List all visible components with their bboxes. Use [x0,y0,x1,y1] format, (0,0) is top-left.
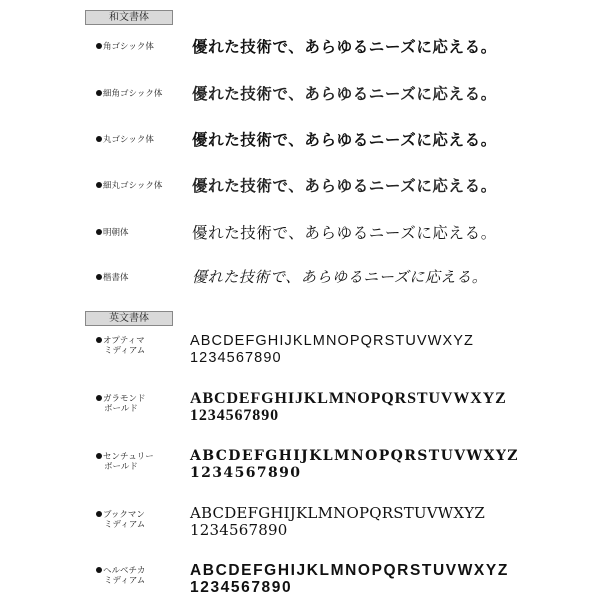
font-label-line1: センチュリー [103,452,154,462]
font-label-text: 細角ゴシック体 [103,89,163,99]
sample-text: 優れた技術で、あらゆるニーズに応える。 [192,224,497,242]
sample-text: 優れた技術で、あらゆるニーズに応える。 [192,268,488,286]
bullet-icon [96,182,102,188]
font-label-text: 楷書体 [103,273,129,283]
font-label-line1: ブックマン [103,510,145,520]
sample-glyphs [190,448,519,482]
font-label-line1: ガラモンド [103,394,146,404]
font-label-text: 明朝体 [103,228,129,238]
sample-glyphs [190,562,509,596]
sample-digits: 1234567890 [190,579,293,596]
sample-text: 優れた技術で、あらゆるニーズに応える。 [192,131,497,149]
english-fonts-header: 英文書体 [85,311,173,326]
font-label-line2: ボールド [104,462,138,472]
font-label [96,42,154,52]
sample-digits: 1234567890 [190,350,282,366]
font-label [96,452,154,472]
bullet-icon [96,337,102,343]
sample-alphabet: ABCDEFGHIJKLMNOPQRSTUVWXYZ [190,504,486,522]
font-label-line1: ヘルベチカ [103,566,146,576]
font-label-line2: ミディアム [104,346,146,356]
bullet-icon [96,395,102,401]
font-label-line2: ボールド [104,404,138,414]
font-label-line1: オプティマ [103,336,145,346]
bullet-icon [96,274,102,280]
font-label [96,566,145,586]
font-label [96,394,146,414]
font-label-line2: ミディアム [104,576,146,586]
sample-alphabet: ABCDEFGHIJKLMNOPQRSTUVWXYZ [190,333,474,349]
bullet-icon [96,511,102,517]
font-label [96,228,129,238]
sample-glyphs [190,333,474,367]
sample-text: 優れた技術で、あらゆるニーズに応える。 [192,38,497,56]
font-label [96,510,145,530]
font-label [96,181,162,191]
sample-text: 優れた技術で、あらゆるニーズに応える。 [192,177,497,195]
font-label-text: 丸ゴシック体 [103,135,154,145]
bullet-icon [96,567,102,573]
bullet-icon [96,229,102,235]
bullet-icon [96,43,102,49]
bullet-icon [96,453,102,459]
font-label [96,336,145,356]
sample-digits: 1234567890 [190,521,288,539]
japanese-fonts-header: 和文書体 [85,10,173,25]
sample-glyphs [190,505,485,539]
font-label-line2: ミディアム [104,520,146,530]
sample-alphabet: ABCDEFGHIJKLMNOPQRSTUVWXYZ [190,390,507,407]
sample-alphabet: ABCDEFGHIJKLMNOPQRSTUVWXYZ [190,448,519,464]
sample-digits: 1234567890 [190,465,302,481]
font-label-text: 細丸ゴシック体 [103,181,163,191]
font-label [96,89,162,99]
font-label [96,135,154,145]
sample-alphabet: ABCDEFGHIJKLMNOPQRSTUVWXYZ [190,562,509,579]
sample-text: 優れた技術で、あらゆるニーズに応える。 [192,85,497,103]
bullet-icon [96,136,102,142]
bullet-icon [96,90,102,96]
sample-digits: 1234567890 [190,407,279,424]
font-label-text: 角ゴシック体 [103,42,154,52]
sample-glyphs [190,390,507,424]
font-label [96,273,129,283]
